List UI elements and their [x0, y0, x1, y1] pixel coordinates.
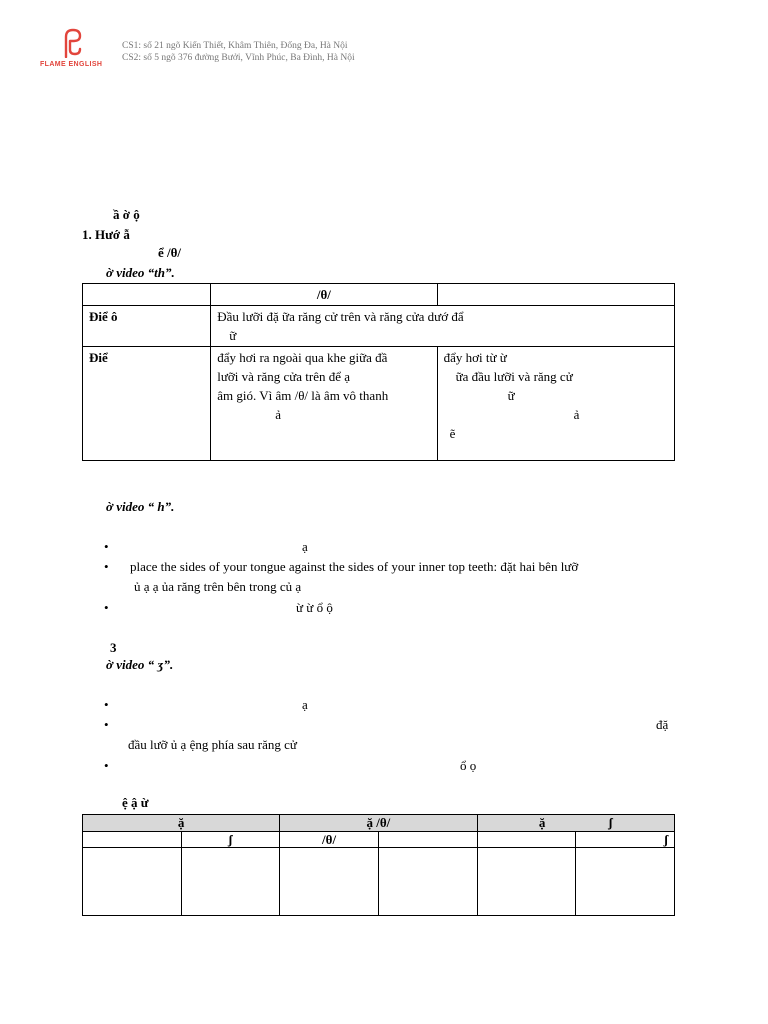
practice-sub-2: /θ/ — [280, 832, 379, 848]
video-zh-line: ờ video “ ʒ”. — [106, 657, 174, 672]
cell-line: ữa đầu lưỡi và răng cử — [455, 369, 573, 384]
list-item: • ừ ừ ổ ộ — [104, 598, 684, 618]
list-item: • ạ — [104, 537, 684, 557]
video-h-line: ờ video “ h”. — [106, 499, 175, 514]
brand-name: FLAME ENGLISH — [40, 61, 103, 68]
bullet-icon: • — [104, 559, 109, 574]
cell-line: đẩy hơi ra ngoài qua khe giữa đầ — [217, 350, 388, 365]
table-cell — [211, 306, 675, 347]
ipa-line: ể /θ/ — [158, 245, 182, 260]
list-item: • ổ ọ — [104, 756, 684, 776]
cell-line: ữ — [229, 328, 237, 343]
flame-english-logo — [40, 28, 110, 72]
cell-line: Đầu lưỡi đặ ữa răng cử trên và răng cửa dướ đẩ — [217, 309, 464, 324]
practice-title: ệ ậ ừ — [122, 795, 149, 810]
practice-header-2: ặ /θ/ — [280, 815, 477, 832]
list-item: • ạ — [104, 695, 684, 715]
bullet-icon: • — [104, 539, 109, 554]
address-block — [122, 40, 355, 64]
cell-line: ả — [573, 407, 580, 422]
section-3-number: 3 — [110, 640, 117, 655]
bullet-icon: • — [104, 697, 109, 712]
table-row-label: Điể — [83, 347, 211, 461]
table-cell — [211, 347, 437, 461]
practice-cell — [280, 848, 379, 916]
address-line-1: CS1: số 21 ngõ Kiến Thiết, Khâm Thiên, Đống Đa, Hà Nội — [122, 41, 348, 51]
flame-logo-icon — [62, 28, 84, 58]
practice-cell — [181, 848, 280, 916]
cell-line: ả — [275, 407, 281, 422]
comparison-table — [82, 283, 675, 461]
practice-table — [82, 814, 675, 916]
bullet-icon: • — [104, 717, 109, 732]
practice-cell — [83, 848, 182, 916]
table-row-label: Điể ô — [83, 306, 211, 347]
video-th-line: ờ video “th”. — [106, 265, 175, 280]
cell-line: ẽ — [449, 426, 456, 441]
document-header — [40, 28, 740, 78]
list-item: • đặ đầu lưỡ ủ ạ ệng phía sau răng cử — [104, 717, 669, 752]
practice-sub-1: ʃ — [181, 832, 280, 848]
cell-line: ữ — [507, 388, 515, 403]
cell-line: đẩy hơi từ ừ — [443, 350, 507, 365]
address-line-2: CS2: số 5 ngõ 376 đường Bưởi, Vĩnh Phúc, Ba Đình, Hà Nội — [122, 53, 355, 63]
section-1-title: 1. Hướ ẫ — [82, 227, 130, 242]
practice-header-3: ặ ʃ — [477, 815, 675, 832]
cell-line: lưỡi và răng cửa trên để ạ — [217, 369, 351, 384]
practice-cell — [576, 848, 675, 916]
practice-sub-3: ʃ — [576, 832, 675, 848]
practice-cell — [477, 848, 576, 916]
practice-cell — [378, 848, 477, 916]
cell-line: âm gió. Vì âm /θ/ là âm vô thanh — [217, 388, 389, 403]
practice-header-1: ặ — [83, 815, 280, 832]
bullet-icon: • — [104, 758, 109, 773]
table-header-theta: /θ/ — [211, 284, 437, 306]
bullet-icon: • — [104, 600, 109, 615]
list-item: • place the sides of your tongue against the sides of your inner top teeth: đặt hai bên lưỡ ủ ạ ạ ủa răng trên bên trong củ ạ — [104, 559, 579, 594]
intro-line: ầ ờ ộ — [113, 207, 140, 222]
table-cell — [437, 347, 674, 461]
